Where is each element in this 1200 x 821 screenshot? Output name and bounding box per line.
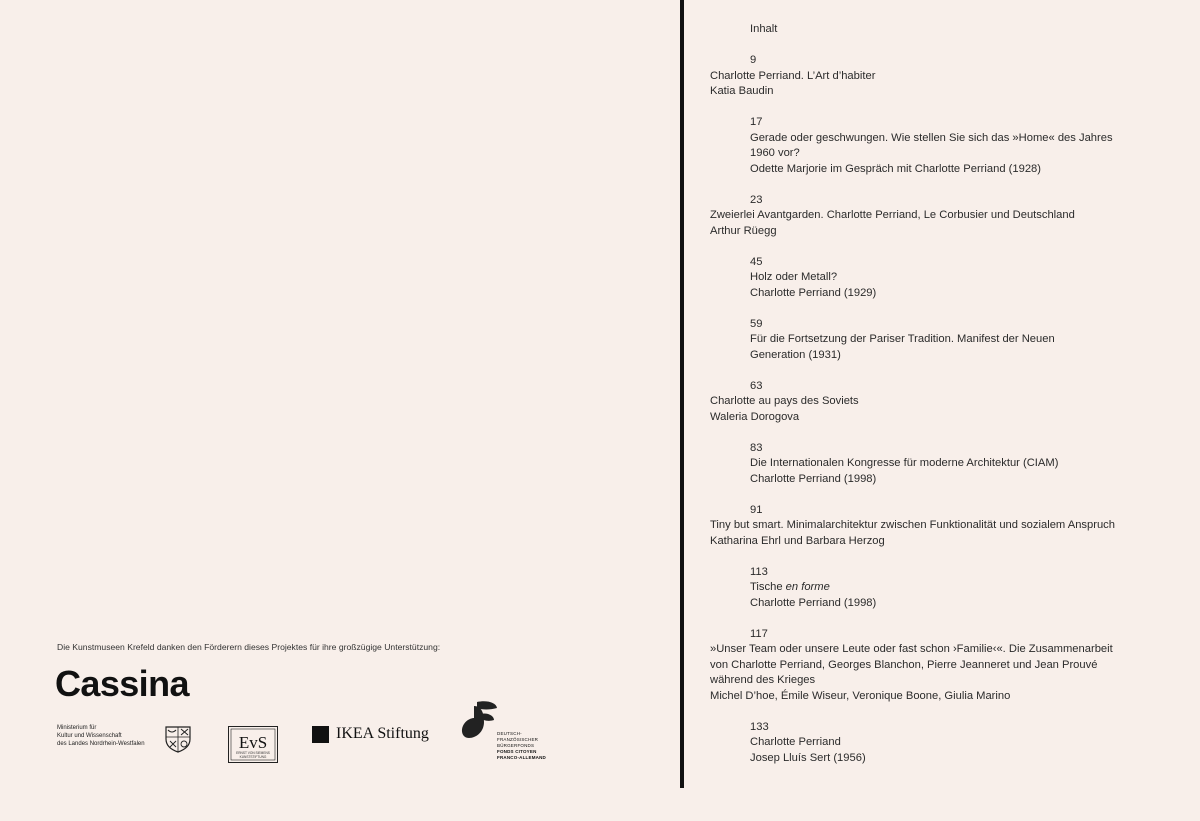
toc-entry-title: Holz oder Metall? (750, 271, 838, 283)
toc-entry-author: Michel D’hoe, Émile Wiseur, Veronique Boone, Giulia Marino (710, 689, 1011, 702)
toc-heading: Inhalt (750, 23, 778, 35)
toc-entry (710, 255, 1170, 302)
dfb-line: FRANZÖSISCHER (497, 737, 539, 742)
toc-page-number: 91 (750, 503, 763, 516)
nrw-line: Ministerium für (57, 725, 97, 731)
toc-entry (710, 720, 1170, 767)
toc-entry (710, 627, 1170, 705)
ikea-stiftung-text: IKEA Stiftung (336, 725, 429, 742)
table-of-contents (710, 22, 1170, 782)
toc-entry (710, 53, 1170, 100)
evs-subtitle: ERNST VON SIEMENS (236, 751, 270, 755)
book-spine (680, 0, 684, 788)
toc-page-number: 83 (750, 441, 763, 454)
buergerfonds-leaf-icon (460, 700, 498, 740)
toc-entry (710, 503, 1170, 550)
toc-entry-title (750, 580, 1170, 596)
buergerfonds-text (497, 731, 546, 761)
evs-letters: EvS (238, 733, 268, 752)
nrw-line: Kultur und Wissenschaft (57, 733, 122, 739)
toc-entry-title: Charlotte Perriand (750, 736, 841, 748)
dfb-line: FRANCO-ALLEMAND (497, 755, 546, 760)
toc-page-number: 113 (750, 565, 768, 578)
toc-entry (710, 317, 1170, 364)
toc-entry-author: Charlotte Perriand (1998) (750, 596, 877, 609)
toc-page-number: 23 (750, 193, 763, 206)
toc-page-number: 59 (750, 317, 763, 330)
ikea-stiftung-logo (312, 725, 429, 743)
evs-foundation-logo (228, 726, 278, 763)
nrw-line: des Landes Nordrhein-Westfalen (57, 741, 145, 747)
toc-entry-author: Charlotte Perriand (1998) (750, 472, 877, 485)
toc-entry-author: Waleria Dorogova (710, 410, 800, 423)
toc-page-number: 133 (750, 720, 769, 733)
toc-entry-author: Charlotte Perriand (1929) (750, 286, 877, 299)
toc-entry (710, 115, 1170, 177)
toc-page-number: 17 (750, 116, 763, 128)
toc-entry (710, 379, 1170, 426)
toc-page-number: 63 (750, 379, 763, 392)
toc-page-number: 45 (750, 255, 763, 268)
ikea-square-icon (312, 726, 329, 743)
dfb-line: BÜRGERFONDS (497, 743, 535, 748)
toc-entry (710, 441, 1170, 488)
cassina-logo: Cassina (55, 663, 189, 704)
toc-title-main: Tische (750, 581, 783, 593)
toc-entry-author: Odette Marjorie im Gespräch mit Charlotte Perriand (1928) (750, 162, 1041, 175)
toc-entry-author: Josep Lluís Sert (1956) (750, 751, 866, 764)
toc-title-italic: en forme (785, 581, 830, 593)
toc-entry-title: Für die Fortsetzung der Pariser Tradition. Manifest der Neuen Generation (1931) (750, 333, 1055, 361)
toc-entry (710, 565, 1170, 612)
toc-entry-title: Tiny but smart. Minimalarchitektur zwischen Funktionalität und sozialem Anspruch (710, 519, 1115, 531)
toc-entry-title: Charlotte au pays des Soviets (710, 395, 859, 407)
toc-entry-title: »Unser Team oder unsere Leute oder fast schon ›Familie‹«. Die Zusammenarbeit von Charlotte Perriand, Georges Blanchon, Pierre Jeanneret und Jean Prouvé während des Krieges (710, 643, 1113, 686)
toc-entry-title: Die Internationalen Kongresse für moderne Architektur (CIAM) (750, 457, 1059, 469)
toc-entry-author: Katia Baudin (710, 85, 774, 97)
nrw-coat-of-arms-icon (164, 725, 192, 753)
dfb-line: DEUTSCH- (497, 731, 522, 736)
toc-page-number: 9 (750, 54, 757, 66)
nrw-ministry-text (57, 724, 145, 748)
toc-entry-title: Zweierlei Avantgarden. Charlotte Perriand, Le Corbusier und Deutschland (710, 209, 1075, 221)
toc-entry (710, 193, 1170, 240)
toc-entry-author: Arthur Rüegg (710, 224, 777, 237)
toc-entry-author: Katharina Ehrl und Barbara Herzog (710, 534, 885, 547)
dfb-line: FONDS CITOYEN (497, 749, 537, 754)
toc-page-number: 117 (750, 627, 768, 640)
toc-entry-title: Charlotte Perriand. L’Art d’habiter (710, 69, 876, 82)
toc-entry-title: Gerade oder geschwungen. Wie stellen Sie sich das »Home« des Jahres 1960 vor? (750, 131, 1113, 159)
evs-subtitle: KUNSTSTIFTUNG (239, 755, 267, 759)
sponsor-thanks-text: Die Kunstmuseen Krefeld danken den Förderern dieses Projektes für ihre großzügige Unterstützung: (57, 642, 441, 652)
